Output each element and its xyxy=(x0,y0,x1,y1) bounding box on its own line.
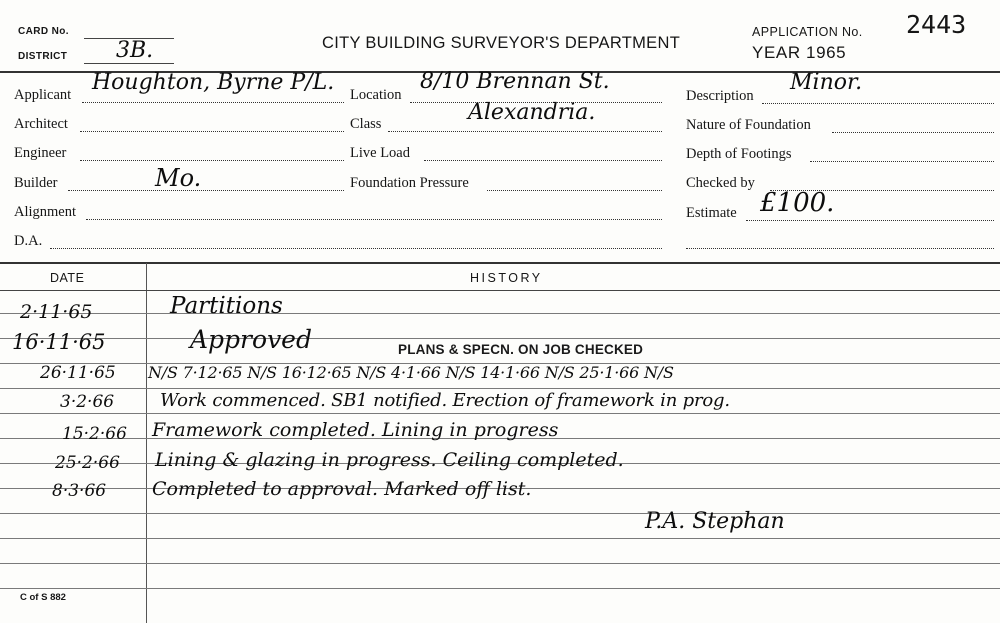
architect-label: Architect xyxy=(14,116,68,132)
history-date: 25·2·66 xyxy=(55,453,120,473)
history-entry: Partitions xyxy=(170,293,283,319)
foundation-pressure-line xyxy=(487,190,662,191)
history-top-rule xyxy=(0,262,1000,264)
date-column-divider xyxy=(146,263,147,623)
history-date: 16·11·65 xyxy=(12,330,106,354)
applicant-value: Houghton, Byrne P/L. xyxy=(92,70,335,95)
application-label: APPLICATION No. xyxy=(752,25,863,39)
applicant-line xyxy=(82,102,344,103)
rule-12 xyxy=(0,588,1000,589)
form-code: C of S 882 xyxy=(20,592,66,603)
extra-line xyxy=(686,248,994,249)
class-label: Class xyxy=(350,116,382,132)
history-entry: Completed to approval. Marked off list. xyxy=(152,478,532,500)
history-entry: Approved xyxy=(190,325,312,354)
description-label: Description xyxy=(686,88,754,104)
rule-10 xyxy=(0,538,1000,539)
applicant-label: Applicant xyxy=(14,87,72,103)
rule-11 xyxy=(0,563,1000,564)
estimate-value: £100. xyxy=(760,188,835,218)
live-load-line xyxy=(424,160,662,161)
class-line xyxy=(388,131,662,132)
location-value: 8/10 Brennan St. xyxy=(420,69,610,94)
history-header-rule xyxy=(0,290,1000,291)
card-no-label: CARD No. xyxy=(18,26,69,37)
district-underline xyxy=(84,63,174,64)
depth-of-footings-line xyxy=(810,161,994,162)
engineer-label: Engineer xyxy=(14,145,67,161)
rule-1 xyxy=(0,313,1000,314)
da-label: D.A. xyxy=(14,233,43,249)
architect-line xyxy=(80,131,344,132)
depth-of-footings-label: Depth of Footings xyxy=(686,146,792,162)
application-number: 2443 xyxy=(906,10,967,39)
rule-2 xyxy=(0,338,1000,339)
estimate-line xyxy=(746,220,994,221)
history-date: 26·11·65 xyxy=(40,363,116,383)
history-date: 15·2·66 xyxy=(62,424,127,444)
history-entry: Work commenced. SB1 notified. Erection of framework in prog. xyxy=(160,390,730,411)
stamp-plans-checked: PLANS & SPECN. ON JOB CHECKED xyxy=(398,342,644,357)
live-load-label: Live Load xyxy=(350,145,410,161)
description-value: Minor. xyxy=(790,70,863,95)
rule-9 xyxy=(0,513,1000,514)
description-line xyxy=(762,103,994,104)
builder-label: Builder xyxy=(14,175,58,191)
department-title: CITY BUILDING SURVEYOR'S DEPARTMENT xyxy=(322,34,681,52)
year-label: YEAR 1965 xyxy=(752,43,847,62)
history-entry: Lining & glazing in progress. Ceiling completed. xyxy=(155,449,624,471)
district-value: 3B. xyxy=(116,38,154,63)
date-header: DATE xyxy=(50,271,85,285)
estimate-label: Estimate xyxy=(686,205,737,221)
location-label: Location xyxy=(350,87,402,103)
district-label: DISTRICT xyxy=(18,51,68,62)
history-header: HISTORY xyxy=(470,271,543,285)
signature: P.A. Stephan xyxy=(645,509,785,534)
engineer-line xyxy=(80,160,344,161)
class-value: Alexandria. xyxy=(468,100,596,125)
da-line xyxy=(50,248,662,249)
history-date: 8·3·66 xyxy=(52,481,107,501)
alignment-label: Alignment xyxy=(14,204,77,220)
history-entry: Framework completed. Lining in progress xyxy=(152,419,559,441)
rule-5 xyxy=(0,413,1000,414)
history-date: 2·11·65 xyxy=(20,301,93,323)
foundation-pressure-label: Foundation Pressure xyxy=(350,175,469,191)
history-date: 3·2·66 xyxy=(60,392,115,412)
builder-line xyxy=(68,190,344,191)
history-entry: N/S 7·12·65 N/S 16·12·65 N/S 4·1·66 N/S 14·1·66 N/S 25·1·66 N/S xyxy=(148,363,674,382)
nature-of-foundation-label: Nature of Foundation xyxy=(686,117,811,133)
nature-of-foundation-line xyxy=(832,132,994,133)
checked-by-label: Checked by xyxy=(686,175,755,191)
alignment-line xyxy=(86,219,662,220)
rule-4 xyxy=(0,388,1000,389)
builder-value: Mo. xyxy=(155,164,202,192)
